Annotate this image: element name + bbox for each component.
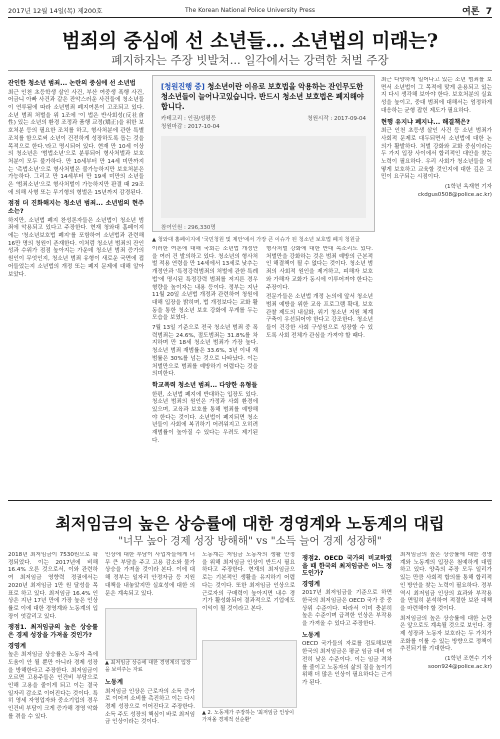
newspaper-name: The Korean National Police University Press (185, 6, 315, 14)
section-divider (8, 500, 492, 501)
article2-byline: (1학년 조현수 기자 soon924@police.ac.kr) (428, 656, 492, 670)
article1-col5: 최근 다양하게 일어나고 있는 소년 범죄를 보면서 소년법이 그 목적에 맞게 운용되고 있는지 다시 생각해 보아야 한다. 보호처분의 실효성을 높이고, 중대 범죄에 대해서는 엄정하게 대응하는 균형 잡힌 제도가 필요하다. 현행 유지냐 폐지냐... 해결책은? 최근 인천 초등생 살인 사건 등 소년 범죄가 사회적 문제로 대두되면서 소년법에 대한 논의가 활발하다. 처벌 강화와 교화 중심이라는 두 가지 입장 사이에서 합리적인 대안을 찾는 노력이 필요하다. 우리 사회가 청소년들을 어떻게 보호하고 교육할 것인지에 대한 깊은 고민이 요구되는 시점이다. (1학년 옥재현 기자 ckdgus0508@police.ac.kr) (381, 77, 492, 198)
article1-subtitle: 폐지하자는 주장 빗발쳐... 일각에서는 강력한 처벌 주장 (111, 53, 389, 67)
col1-paragraph2: 하지만, 소년법 폐지 찬성론자들은 소년법이 청소년 범죄에 악용되고 있다고 주장한다. 현재 청와대 홈페이지에는 '청소년보호법 폐지'를 포함하여 소년법과 관련해 16만 명의 청원이 존재한다. 이처럼 청소년 범죄의 잔인성과 수위가 점점 높아지는 가운데 청소년 범죄 증가의 원인이 무엇인지, 청소년 범죄 유형이 새로운 국면에 접어들었는지 소년법의 개정 또는 폐지 문제에 대해 알아보았다. (8, 217, 144, 278)
article2-subtitle: "너무 높아 경제 성장 방해해" vs "소득 늘어 경제 성장해" (118, 535, 382, 547)
petition-meta: 카테고리 : 인권/성평등 청원시작 : 2017-09-04 (161, 116, 366, 122)
col5-heading: 현행 유지냐 폐지냐... 해결책은? (381, 118, 470, 126)
article2-col3: 노동계는 저임금 노동자의 생활 안정을 위해 최저임금 인상이 반드시 필요하다고 주장한다. 현재의 최저임금으로는 기본적인 생활을 유지하기 어렵다는 것이다. 또한 최저임금 인상으로 근로자의 구매력이 높아지면 내수 경기가 활성화되어 결과적으로 기업에도 이익이 될 것이라고 본다. (202, 552, 295, 612)
article2-col2-bottom: 노동계 최저임금 인상은 근로자의 소득 증가로 이어져 소비를 촉진하고 이는 다시 경제 성장으로 이어진다고 주장한다. 소득 주도 성장의 핵심이 바로 최저임금 인상이라는 것이다. (105, 679, 195, 726)
figure1-image (105, 608, 197, 660)
title-rule (8, 70, 492, 71)
page-header (8, 4, 492, 16)
petition-headline: [청원진행 중] 청소년이란 이유로 보호법을 악용하는 잔인무도한 청소년들이 늘어나고있습니다. 반드시 청소년 보호법은 폐지해야합니다. (161, 82, 364, 111)
col1-heading: 잔인한 청소년 범죄... 논란의 중심에 선 소년법 (8, 80, 136, 87)
article2-col1: 2018년 최저임금이 7530원으로 확정되었다. 이는 2017년에 비해 16.4% 오른 것으로서, 이와 관련하여 최저임금 영향력 정권에서는 2020년 최저임금 1만 원 달성을 목표로 하고 있다. 최저임금 16.4% 인상은 지난 17년 만에 가장 높은 인상률로 이에 대한 경영계와 노동계의 입장이 엇갈리고 있다. 쟁점1. 최저임금의 높은 상승률은 경제 성장을 가져올 것인가? 경영계 높은 최저임금 상승률은 노동자 측에 도움이 안 될 뿐만 아니라 경제 성장을 방해한다고 주장한다. 최저임금이 오르면 고용주들은 인건비 부담으로 인해 고용을 줄이게 되고 이는 결국 일자리 감소로 이어진다는 것이다. 특히 영세 자영업자와 중소기업의 경우 인건비 부담이 크게 증가해 경영 악화를 겪을 수 있다. (8, 552, 98, 720)
article1-title: 범죄의 중심에 선 소년들... 소년법의 미래는? (61, 30, 439, 52)
screenshot-caption: ▲ 청와대 홈페이지에 '국민청원 및 제안'에서 가장 큰 이슈가 된 청소년 보호법 폐지 청원글 (152, 237, 360, 243)
article2-col4: 쟁점2. OECD 국가의 비교하였을 때 한국의 최저임금은 어느 정도인가? 경영계 2017년 최저임금을 기준으로 하면 한국의 최저임금은 OECD 국가 중 중상위 수준이다. 따라서 이미 충분히 높은 수준이며 급격한 인상은 부작용을 가져올 수 있다고 주장한다. 노동계 OECD 국가들의 자료를 검토해보면 한국의 최저임금은 평균 임금 대비 여전히 낮은 수준이다. 이는 임금 격차를 줄이고 노동자의 삶의 질을 높이기 위해 더 많은 인상이 필요하다는 근거가 된다. (302, 555, 392, 686)
figure2-caption: ▲ 2. 노동계가 주장하는 '최저임금 인상이 가져올 경제적 선순환' (202, 710, 295, 723)
col1-paragraph: 최근 인천 초등학생 살인 사건, 부산 여중생 폭행 사건, 어금니 아빠 사건과 같은 잔악스러운 사건들에 청소년들이 연루됨에 따라 소년범죄 폐지여론이 고조되고 있다. 소년 범죄 처벌을 위 1조에 '이 법은 반사회성(反社會性) 있는 소년의 환경 조정과 품행 교정(矯正)을 위한 보호처분 등의 필요한 조치를 하고, 형사처분에 관한 특별조치를 함으로써 소년이 건전하게 성장하도록 돕는 것을 목적으로 한다.'라고 명시되어 있다. 현재 만 10세 이상의 청소년은 '범법소년'으로 분류되어 형사처벌과 보호처분이 모두 불가하다. 만 10세부터 만 14세 미만까지는 '촉법소년'으로 형사처벌은 불가능하지만 보호처분은 가능하다. 그리고 만 14세부터 만 19세 미만의 소년들은 '범죄소년'으로 형사처벌이 가능하지만 판결 때 29조에 의해 사형 또는 무기형의 형벌은 15년까지 감경된다. (8, 89, 144, 196)
petition-body-placeholder (161, 136, 366, 218)
petition-screenshot: [청원진행 중] 청소년이란 이유로 보호법을 악용하는 잔인무도한 청소년들이 늘어나고있습니다. 반드시 청소년 보호법은 폐지해야합니다. 카테고리 : 인권/성평등 청원시작 : 2017-09-04 청원마감 : 2017-10-04 참여인원 : 296,330명 (152, 75, 375, 232)
article2-col2-top: 인상에 대한 부담이 사업자들에게 너무 큰 부담을 주고 고용 감소와 물가 상승을 가져올 것이라 본다. 이에 대해 정부는 일자리 안정자금 등 지원 대책을 내놓았지만 실효성에 대한 의문은 계속되고 있다. (105, 552, 195, 597)
issue-date: 2017년 12월 14일(목) 제200호 (8, 6, 103, 15)
col3-heading: 학교폭력 청소년 범죄... 다양한 유형들 (152, 381, 258, 389)
figure2-image (202, 640, 297, 708)
article1-col3: 이러한 여론에 대해 국회는 소년법 개정안을 여러 건 발의하고 있다. 청소년의 형사처벌 적용 연령을 만 14세에서 13세로 낮추는 개정안과 '특정강력범죄의 처벌에 관한 특례법'에 명시된 특정강력 범죄를 저지른 경우 형량을 높이자는 내용 등이다. 정부는 지난 11월 20일 소년법 개정과 관련하여 청원에 대해 입장을 밝히며, 법 개정보다는 교화 활동을 통한 청소년 보호 강화에 무게를 두는 모습을 보였다. 7월 13일 기준으로 전국 청소년 범죄 중 폭력범죄는 24.6%, 절도범죄는 31.8%를 차지하며 만 18세 청소년 범죄가 가장 높다. 청소년 범죄 재범률은 33.6%, 3년 이내 재범률은 30%를 넘는 것으로 나타났다. 이는 처벌만으로 범죄를 예방하기 어렵다는 것을 의미한다. 학교폭력 청소년 범죄... 다양한 유형들 한편, 소년법 폐지에 반대하는 입장도 있다. 청소년 범죄의 원인은 가정과 사회 환경에 있으며, 교육과 보호를 통해 범죄를 예방해야 한다는 것이다. 소년법이 폐지되면 청소년들이 사회에 복귀하기 어려워지고 오히려 재범률이 높아질 수 있다는 우려도 제기된다. (152, 246, 258, 444)
col1-heading2: 점점 더 진화해지는 청소년 범죄... 소년법의 현주소는? (8, 200, 144, 216)
article2-col5: 최저임금의 높은 상승률에 대한 경영계와 노동계의 입장은 첨예하게 대립하고 있다. 양측의 주장 모두 일리가 있는 만큼 사회적 합의를 통해 합리적인 방안을 찾는 노력이 필요하다. 정부 역시 최저임금 인상의 효과와 부작용을 면밀히 분석하여 적절한 보완 대책을 마련해야 할 것이다. 최저임금의 높은 상승률에 대한 논란은 앞으로도 계속될 것으로 보인다. 경제 성장과 노동자 보호라는 두 가치가 조화를 이룰 수 있는 방향으로 정책이 추진되기를 기대한다. (1학년 조현수 기자 soon924@police.ac.kr) (400, 552, 492, 670)
article1-byline: (1학년 옥재현 기자 ckdgus0508@police.ac.kr) (417, 184, 492, 198)
figure1-caption: ▲ 최저임금 상승에 대한 경영계의 입장을 보여주는 자료 (105, 660, 191, 673)
article1-col4: 형사처벌 강화에 대한 반대 목소리도 있다. 처벌만을 강화하는 것은 범죄 예방의 근본적인 해결책이 될 수 없다는 것이다. 청소년 범죄의 사회적 원인을 제거하고, 피해자 보호와 가해자 교화가 동시에 이루어져야 한다는 주장이다. 전문가들은 소년법 개정 논의에 앞서 청소년 범죄 예방을 위한 교육 프로그램 확대, 보호관찰 제도의 내실화, 위기 청소년 지원 체계 구축이 우선되어야 한다고 강조한다. 청소년들이 건강한 사회 구성원으로 성장할 수 있도록 사회 전체가 관심을 가져야 할 때다. (266, 246, 373, 339)
petition-count: 참여인원 : 296,330명 (161, 225, 216, 231)
article2-title: 최저임금의 높은 상승률에 대한 경영계와 노동계의 대립 (55, 514, 445, 533)
article1-col1 (8, 77, 144, 495)
section-label: 여론 7 (462, 6, 492, 17)
header-rule (8, 17, 492, 18)
